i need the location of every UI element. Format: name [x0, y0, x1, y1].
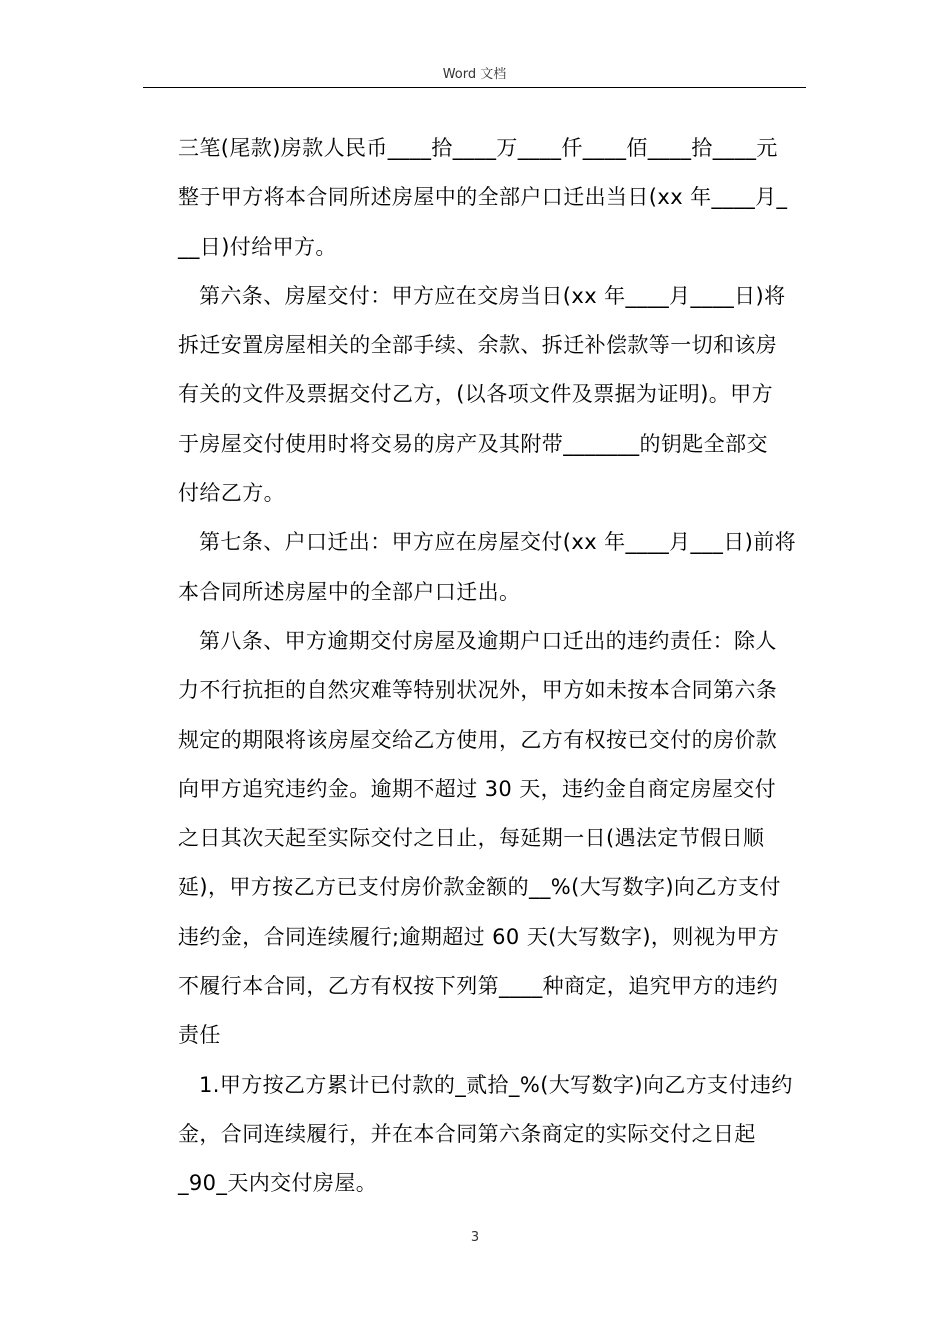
page-header: Word 文档	[442, 67, 507, 82]
text-line: 付给乙方。	[178, 481, 285, 506]
text-line: 1.甲方按乙方累计已付款的_贰拾_%(大写数字)向乙方支付违约	[199, 1072, 793, 1097]
text-line: 本合同所述房屋中的全部户口迁出。	[178, 579, 521, 604]
text-line: 第七条、户口迁出：甲方应在房屋交付(xx 年____月___日)前将	[199, 530, 797, 555]
text-line: 向甲方追究违约金。逾期不超过 30 天，违约金自商定房屋交付	[178, 776, 777, 801]
text-line: 延)，甲方按乙方已支付房价款金额的__%(大写数字)向乙方支付	[178, 875, 781, 900]
text-line: __日)付给甲方。	[178, 234, 337, 259]
header-rule	[143, 87, 806, 88]
text-line: 第六条、房屋交付：甲方应在交房当日(xx 年____月____日)将	[199, 283, 786, 308]
text-line: 责任	[178, 1023, 221, 1048]
text-line: 拆迁安置房屋相关的全部手续、余款、拆迁补偿款等一切和该房	[178, 333, 778, 358]
text-line: 于房屋交付使用时将交易的房产及其附带_______的钥匙全部交	[178, 431, 768, 456]
text-line: 不履行本合同，乙方有权按下列第____种商定，追究甲方的违约	[178, 974, 778, 999]
text-line: 违约金，合同连续履行;逾期超过 60 天(大写数字)，则视为甲方	[178, 924, 780, 949]
text-line: 整于甲方将本合同所述房屋中的全部户口迁出当日(xx 年____月_	[178, 185, 788, 210]
text-line: 金，合同连续履行，并在本合同第六条商定的实际交付之日起	[178, 1121, 756, 1146]
text-line: 三笔(尾款)房款人民币____拾____万____仟____佰____拾____元	[178, 136, 778, 160]
text-line: 有关的文件及票据交付乙方，(以各项文件及票据为证明)。甲方	[178, 382, 773, 407]
text-line: 力不行抗拒的自然灾难等特别状况外，甲方如未按本合同第六条	[178, 678, 778, 703]
page-number: 3	[470, 1230, 480, 1245]
text-line: 规定的期限将该房屋交给乙方使用，乙方有权按已交付的房价款	[178, 727, 778, 752]
text-line: 第八条、甲方逾期交付房屋及逾期户口迁出的违约责任：除人	[199, 628, 777, 653]
text-line: 之日其次天起至实际交付之日止，每延期一日(遇法定节假日顺	[178, 826, 765, 851]
document-body	[178, 124, 808, 1209]
text-line: _90_天内交付房屋。	[178, 1171, 378, 1196]
